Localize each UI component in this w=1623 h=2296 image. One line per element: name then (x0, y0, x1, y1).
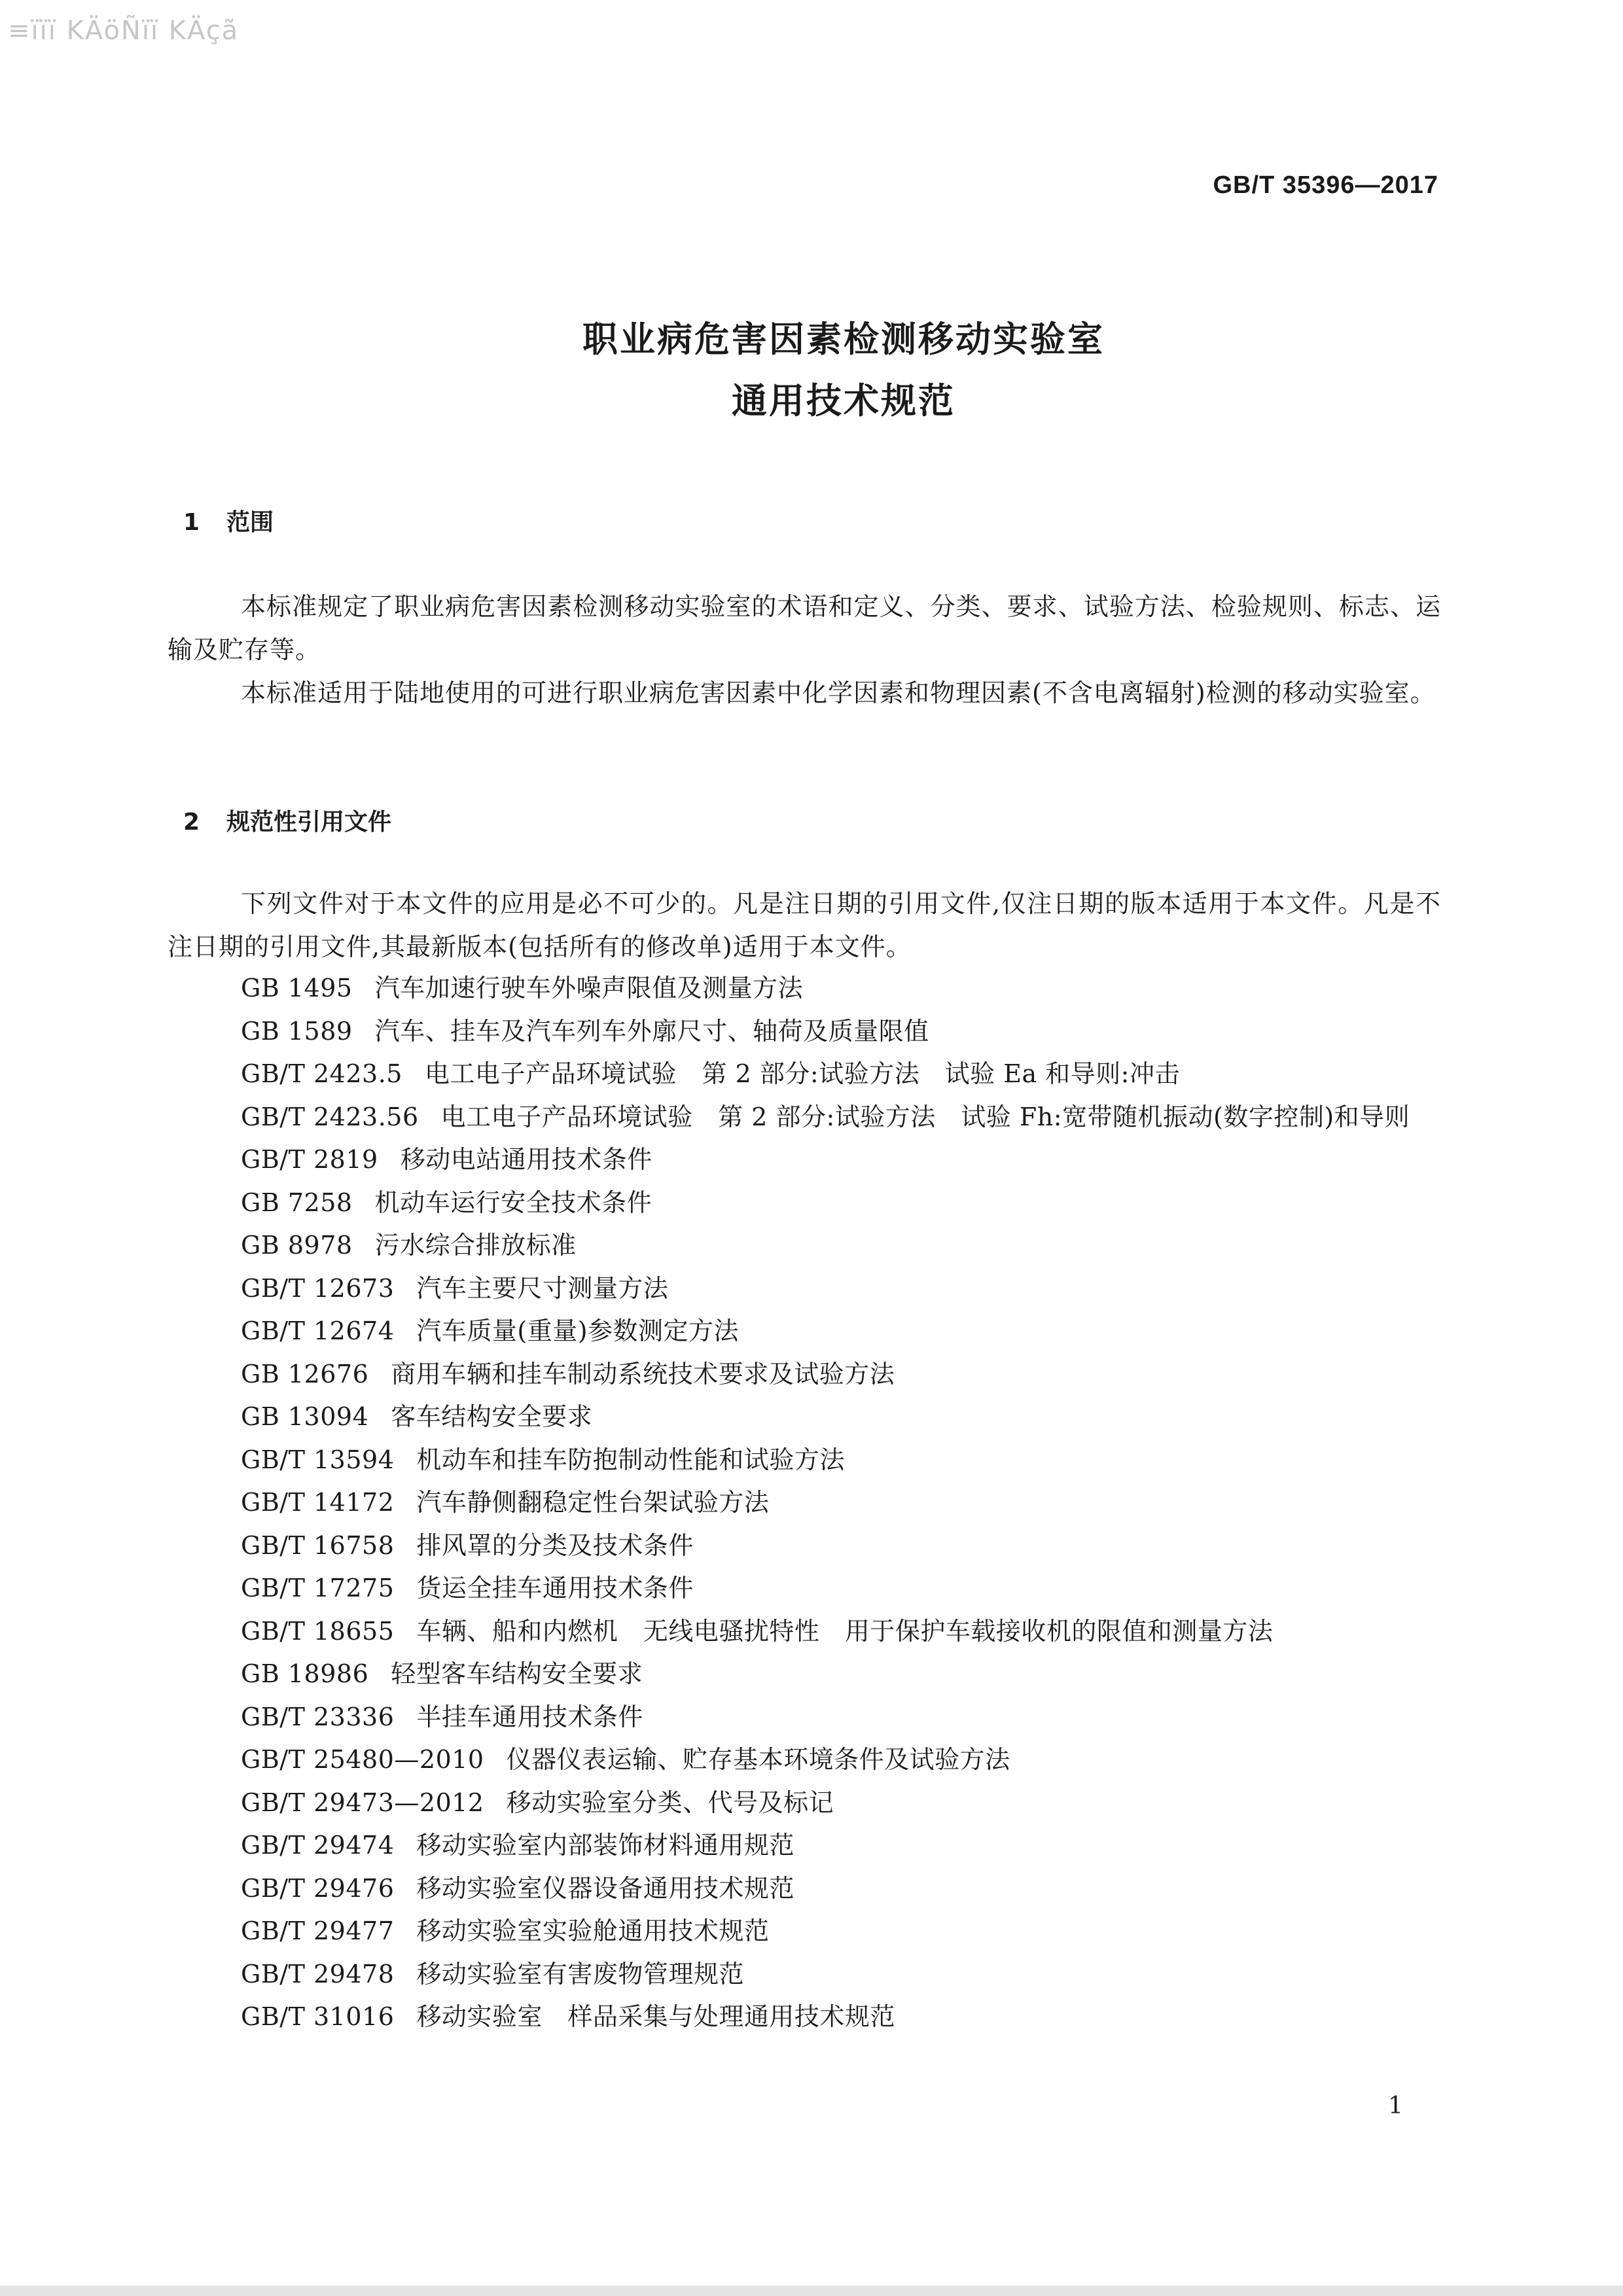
reference-code: GB/T 2819 (241, 1145, 378, 1174)
section-1-paragraph-1: 本标准规定了职业病危害因素检测移动实验室的术语和定义、分类、要求、试验方法、检验规则、标志、运输及贮存等。 (168, 592, 1441, 664)
reference-code: GB/T 12673 (241, 1273, 395, 1303)
reference-item (168, 1696, 1441, 1739)
reference-item (168, 1953, 1441, 1996)
section-1-heading (183, 504, 274, 537)
reference-code: GB 8978 (241, 1231, 353, 1260)
reference-code: GB 13094 (241, 1402, 369, 1431)
reference-item (168, 1224, 1441, 1267)
reference-item (168, 1567, 1441, 1610)
reference-title: 移动实验室分类、代号及标记 (506, 1788, 834, 1817)
reference-item (168, 1267, 1441, 1311)
page-number: 1 (1388, 2093, 1403, 2119)
normative-references-list (168, 967, 1441, 2039)
reference-code: GB 18986 (241, 1659, 369, 1688)
reference-title: 汽车主要尺寸测量方法 (416, 1273, 669, 1303)
section-number: 2 (183, 809, 200, 836)
reference-title: 汽车加速行驶车外噪声限值及测量方法 (374, 974, 804, 1002)
reference-title: 移动实验室实验舱通用技术规范 (416, 1916, 770, 1945)
reference-code: GB/T 14172 (241, 1488, 395, 1517)
reference-title: 排风罩的分类及技术条件 (416, 1530, 694, 1560)
reference-item (168, 1396, 1441, 1439)
document-title-line-2: 通用技术规范 (732, 380, 955, 421)
reference-code: GB 12676 (241, 1359, 369, 1388)
section-1-paragraph-2: 本标准适用于陆地使用的可进行职业病危害因素中化学因素和物理因素(不含电离辐射)检测的移动实验室。 (241, 679, 1436, 707)
reference-item (168, 1782, 1441, 1825)
reference-code: GB/T 29476 (241, 1873, 395, 1903)
section-2-paragraph-1: 下列文件对于本文件的应用是必不可少的。凡是注日期的引用文件,仅注日期的版本适用于本文件。凡是不注日期的引用文件,其最新版本(包括所有的修改单)适用于本文件。 (168, 889, 1441, 961)
reference-item (168, 1182, 1441, 1225)
reference-code: GB 1589 (241, 1016, 353, 1046)
reference-code: GB 1495 (241, 974, 353, 1002)
reference-title: 电工电子产品环境试验 第 2 部分:试验方法 试验 Ea 和导则:冲击 (424, 1059, 1180, 1088)
reference-code: GB/T 25480—2010 (241, 1745, 484, 1774)
reference-item (168, 1481, 1441, 1525)
reference-item (168, 1010, 1441, 1053)
reference-code: GB/T 29474 (241, 1831, 395, 1860)
standard-number: GB/T 35396—2017 (1213, 171, 1438, 199)
reference-title: 半挂车通用技术条件 (416, 1702, 643, 1731)
reference-title: 仪器仪表运输、贮存基本环境条件及试验方法 (506, 1745, 1010, 1774)
reference-code: GB/T 2423.5 (241, 1059, 402, 1088)
reference-code: GB/T 17275 (241, 1574, 395, 1602)
reference-item (168, 1139, 1441, 1182)
reference-item (168, 1525, 1441, 1568)
section-number: 1 (183, 509, 200, 536)
section-title: 规范性引用文件 (226, 809, 392, 836)
reference-code: GB/T 23336 (241, 1702, 395, 1731)
reference-code: GB/T 29473—2012 (241, 1788, 484, 1817)
reference-item (168, 1310, 1441, 1353)
section-title: 范围 (226, 509, 274, 536)
reference-item (168, 967, 1441, 1010)
reference-title: 移动实验室内部装饰材料通用规范 (416, 1831, 794, 1860)
scan-watermark: ≡ïïï ΚÄöÑïï ΚÄçã (8, 16, 240, 46)
section-2-heading (183, 804, 391, 837)
reference-title: 移动实验室仪器设备通用技术规范 (416, 1873, 794, 1903)
reference-title: 商用车辆和挂车制动系统技术要求及试验方法 (391, 1359, 895, 1388)
reference-item (168, 1653, 1441, 1696)
reference-code: GB/T 29477 (241, 1916, 395, 1945)
reference-title: 移动电站通用技术条件 (400, 1145, 652, 1174)
reference-title: 客车结构安全要求 (391, 1402, 593, 1431)
reference-title: 轻型客车结构安全要求 (391, 1659, 643, 1688)
reference-title: 汽车、挂车及汽车列车外廓尺寸、轴荷及质量限值 (374, 1016, 929, 1046)
reference-code: GB/T 13594 (241, 1445, 395, 1474)
reference-title: 汽车质量(重量)参数测定方法 (416, 1316, 740, 1345)
reference-title: 货运全挂车通用技术条件 (416, 1574, 694, 1602)
reference-code: GB/T 2423.56 (241, 1102, 419, 1131)
reference-item (168, 1910, 1441, 1953)
reference-code: GB 7258 (241, 1188, 353, 1217)
reference-item (168, 1096, 1441, 1139)
reference-item (168, 1610, 1441, 1653)
reference-code: GB/T 18655 (241, 1616, 395, 1646)
reference-title: 电工电子产品环境试验 第 2 部分:试验方法 试验 Fh:宽带随机振动(数字控制)和导则 (440, 1102, 1410, 1131)
reference-title: 机动车和挂车防抱制动性能和试验方法 (416, 1445, 845, 1474)
reference-item (168, 1353, 1441, 1396)
reference-item (168, 1867, 1441, 1911)
reference-item (168, 1824, 1441, 1867)
reference-code: GB/T 12674 (241, 1316, 395, 1345)
scan-bottom-edge (0, 2286, 1623, 2296)
reference-code: GB/T 31016 (241, 2002, 395, 2031)
reference-item (168, 1439, 1441, 1482)
reference-item (168, 1739, 1441, 1782)
reference-title: 移动实验室 样品采集与处理通用技术规范 (416, 2002, 895, 2031)
reference-item (168, 1053, 1441, 1096)
reference-title: 移动实验室有害废物管理规范 (416, 1959, 744, 1988)
document-title-line-1: 职业病危害因素检测移动实验室 (582, 319, 1105, 360)
reference-title: 污水综合排放标准 (374, 1231, 577, 1260)
reference-title: 车辆、船和内燃机 无线电骚扰特性 用于保护车载接收机的限值和测量方法 (416, 1616, 1274, 1646)
reference-code: GB/T 16758 (241, 1530, 395, 1560)
reference-title: 汽车静侧翻稳定性台架试验方法 (416, 1488, 770, 1517)
reference-title: 机动车运行安全技术条件 (374, 1188, 652, 1217)
reference-item (168, 1996, 1441, 2039)
reference-code: GB/T 29478 (241, 1959, 395, 1988)
